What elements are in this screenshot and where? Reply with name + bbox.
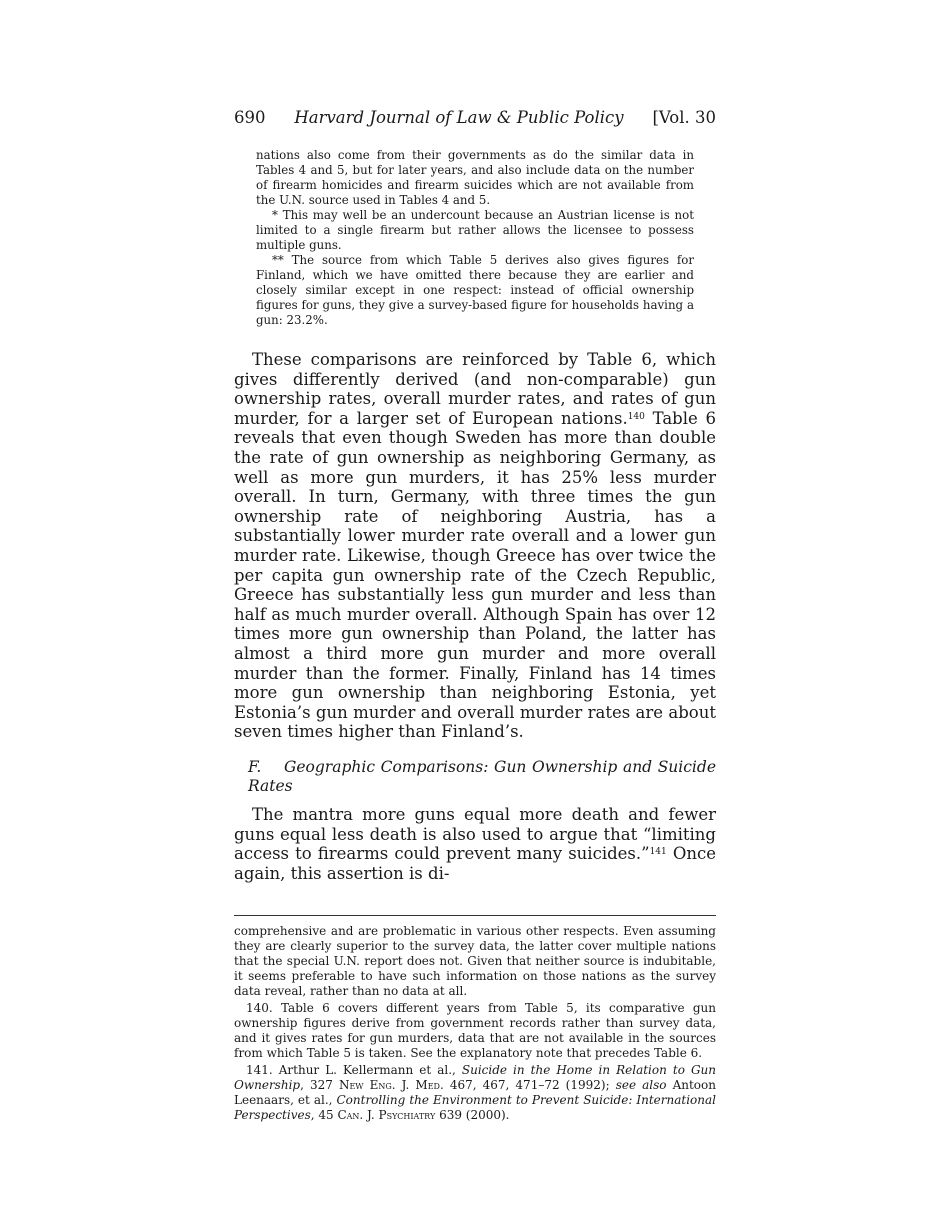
paragraph-comparisons [234,350,716,742]
journal-abbrev: Can. J. Psychiatry [337,1108,436,1123]
running-header [234,108,716,132]
cited-title: Suicide in the Home in Relation to Gun Ownership [234,1063,716,1093]
journal-abbrev: New Eng. J. Med. [338,1078,444,1093]
journal-title: Harvard Journal of Law & Public Policy [294,108,624,127]
footnote-text: 639 (2000). [435,1108,510,1123]
volume-label: [Vol. 30 [652,108,716,127]
main-text [234,350,716,883]
cited-title: Controlling the Environment to Prevent Suicide: International Perspectives [234,1093,717,1123]
table-note [256,148,694,328]
table-note-double-star: ** The source from which Table 5 derives also gives figures for Finland, which we have omitted there because they are earlier and closely similar except in one respect: instead of official ownership figures for guns, they give a survey-based figure for households having a gun: 23.2%. [256,253,694,327]
paragraph-text: These comparisons are reinforced by Table 6, which gives differently derived (and non-comparable) gun ownership rates, overall murder rates, and rates of gun murder, for a larger set of European nations. [234,350,716,428]
footnote-ref-141[interactable]: 141 [649,847,667,858]
footnote-140: 140. Table 6 covers different years from Table 5, its comparative gun ownership figures derive from government records rather than survey data, and it gives rates for gun murders, data that are not available in the sources from which Table 5 is taken. See the explanatory note that precedes Table 6. [234,1001,716,1061]
page [234,108,716,1125]
footnote-text: , 45 [310,1108,338,1123]
footnote-text: 467, 467, 471–72 (1992); [443,1078,616,1093]
table-note-paragraph: nations also come from their governments as do the similar data in Tables 4 and 5, but for later years, and also include data on the number of firearm homicides and firearm suicides which are not available from the U.N. source used in Tables 4 and 5. [256,148,694,207]
section-title: Geographic Comparisons: Gun Ownership and Suicide Rates [248,757,716,796]
paragraph-text: Once again, this assertion is di- [234,844,717,883]
footnote-text: 141. Arthur L. Kellermann et al., [246,1063,462,1078]
page-number: 690 [234,108,266,127]
section-label: F. [248,757,262,776]
footnote-141 [234,1063,716,1123]
paragraph-text: Table 6 reveals that even though Sweden has more than double the rate of gun ownership as neighboring Germany, as well as more gun murders, it has 25% less murder overall. In turn, Germany, with three times the gun ownership rate of neighboring Austria, has a substantially lower murder rate overall and a lower gun murder rate. Likewise, though Greece has over twice the per capita gun ownership rate of the Czech Republic, Greece has substantially less gun murder and less than half as much murder overall. Although Spain has over 12 times more gun ownership than Poland, the latter has almost a third more gun murder and more overall murder than the former. Finally, Finland has 14 times more gun ownership than neighboring Estonia, yet Estonia’s gun murder and overall murder rates are about seven times higher than Finland’s. [234,408,717,742]
footnote-divider [234,915,716,916]
footnote-ref-140[interactable]: 140 [627,411,645,422]
table-note-star: * This may well be an undercount because an Austrian license is not limited to a single firearm but rather allows the licensee to possess multiple guns. [256,208,694,252]
paragraph-text: The mantra more guns equal more death and fewer guns equal less death is also used to argue that “limiting access to firearms could prevent many suicides.” [234,805,716,864]
paragraph-mantra [234,805,716,883]
signal: see also [615,1078,667,1093]
footnote-text: , 327 [300,1078,339,1093]
footnote-text: Antoon Leenaars, et al., [234,1078,716,1108]
section-heading [234,758,716,797]
footnote-continuation: comprehensive and are problematic in various other respects. Even assuming they are clearly superior to the survey data, the latter cover multiple nations that the special U.N. report does not. Given that neither source is indubitable, it seems preferable to have such information on those nations as the survey data reveal, rather than no data at all. [234,924,716,999]
footnotes [234,924,716,1123]
